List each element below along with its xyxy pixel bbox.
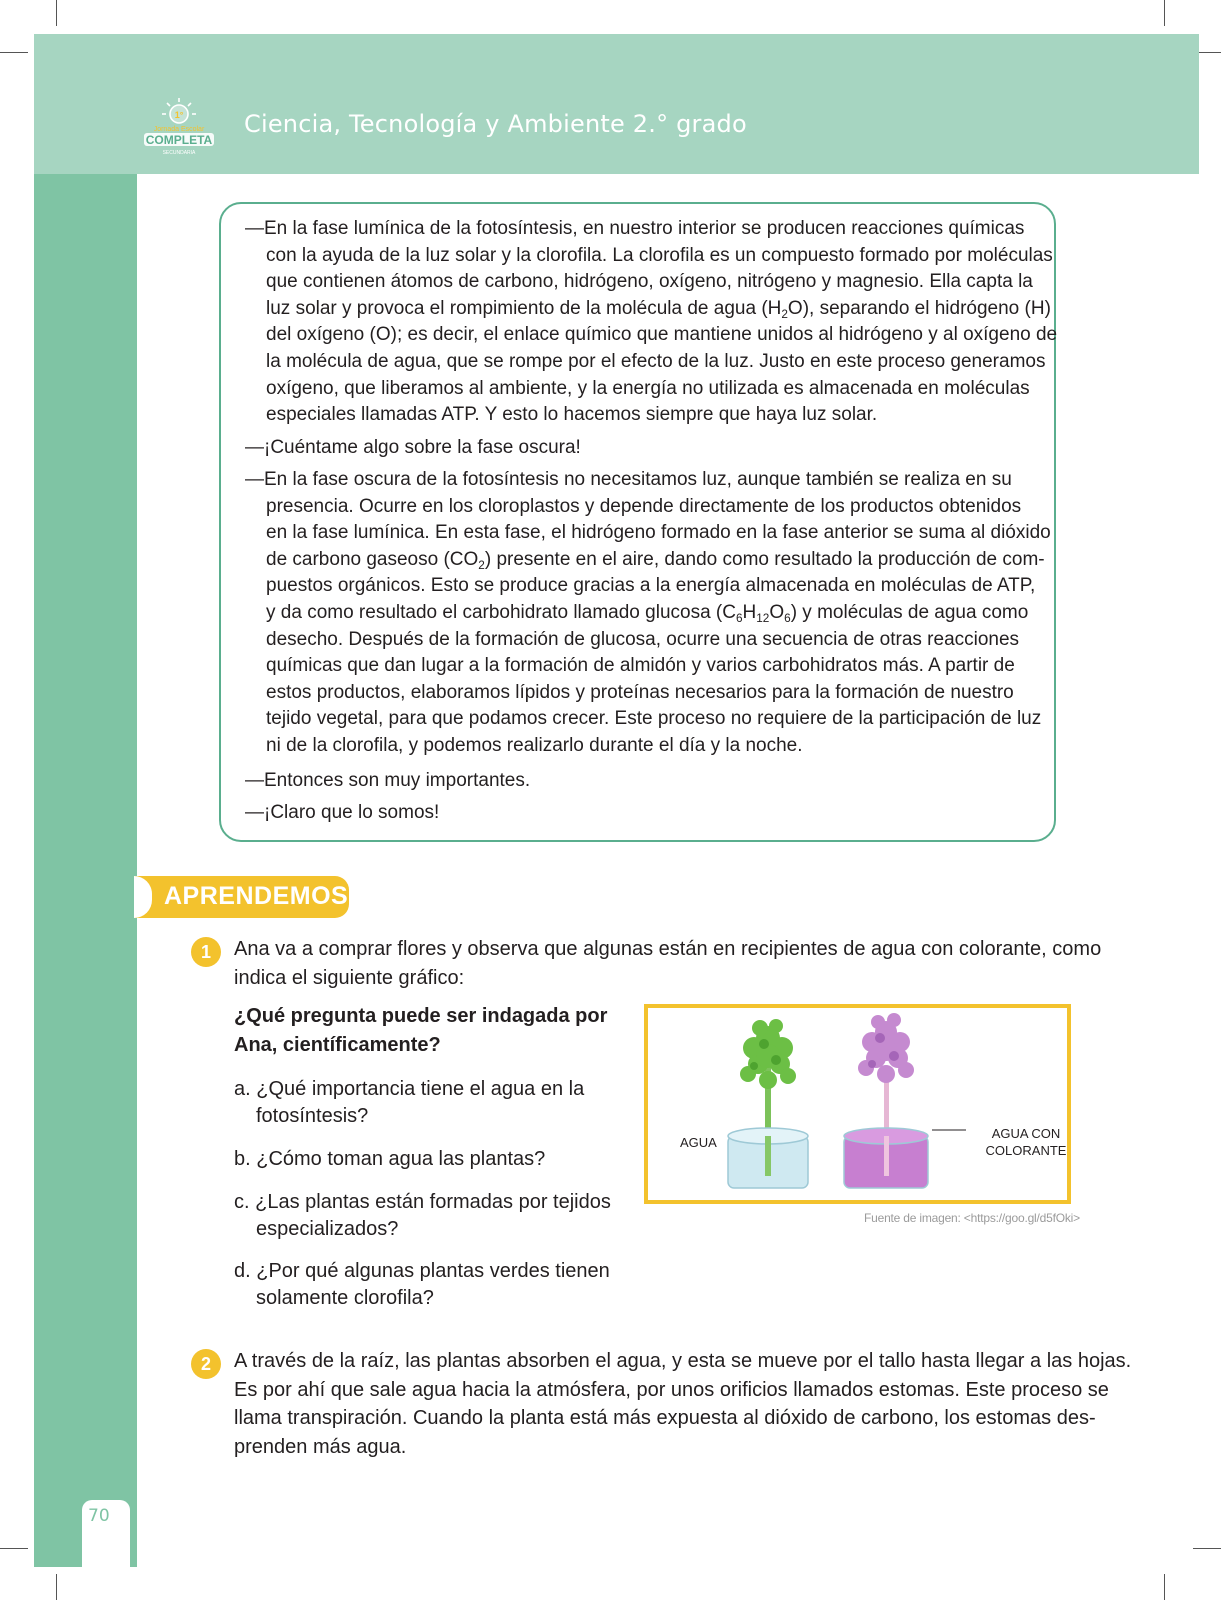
dialogue-paragraph-2: —¡Cuéntame algo sobre la fase oscura! <box>245 437 581 458</box>
glass-water-icon <box>728 1128 808 1188</box>
dialogue-paragraph-1: —En la fase lumínica de la fotosíntesis, en nuestro interior se producen reacciones químicas con la ayuda de la luz solar y la clorofila. La clorofila es un compuesto formado por moléculas que contienen átomos de carbono, hidrógeno, oxígeno, nitrógeno y magnesio. Ella capta la luz solar y provoca el rompimiento de la molécula de agua $(H_2O)$, separando el hidrógeno (H) del oxígeno (O); es decir, el enlace químico que mantiene unidos al hidrógeno y al oxígeno de la molécula de agua, que se rompe por el efecto de la luz. Justo en este proceso generamos oxígeno, que liberamos al ambiente, y la energía no utilizada es almacenada en moléculas especiales llamadas ATP. Y esto lo hacemos siempre que haya luz solar. <box>245 218 1058 426</box>
crop-mark <box>1193 1548 1221 1549</box>
option-b: b. ¿Cómo toman agua las plantas? <box>234 1148 546 1170</box>
crop-mark <box>1164 1574 1165 1600</box>
section-title: APRENDEMOS <box>164 882 349 910</box>
item-1-text: Ana va a comprar flores y observa que algunas están en recipientes de agua con colorante, como indica el siguiente gráfico: <box>234 938 1102 989</box>
logo <box>140 96 218 158</box>
item-2-text: A través de la raíz, las plantas absorben el agua, y esta se mueve por el tallo hasta llegar a las hojas. Es por ahí que sale agua hacia la atmósfera, por unos orificios llamados estomas. Este proceso se llama transpiración. Cuando la planta está más expuesta al dióxido de carbono, los estomas des- prenden más agua. <box>234 1350 1132 1458</box>
figure-frame <box>644 1004 1071 1204</box>
sidebar-band <box>34 174 137 1567</box>
option-c: c. ¿Las plantas están formadas por tejidos especializados? <box>234 1191 611 1240</box>
crop-mark <box>56 0 57 26</box>
crop-mark <box>1164 0 1165 26</box>
item-number-badge: 2 <box>191 1349 221 1379</box>
svg-text:1°: 1° <box>174 110 184 120</box>
image-source: Fuente de imagen: <https://goo.gl/d5fOki> <box>864 1211 1080 1225</box>
dialogue-paragraph-5: —¡Claro que lo somos! <box>245 802 440 823</box>
label-water: AGUA <box>680 1135 717 1150</box>
label-water-dye: AGUA CON COLORANTE <box>985 1126 1067 1158</box>
plants-in-water-illustration <box>648 1008 1067 1200</box>
page-header-title: Ciencia, Tecnología y Ambiente 2.° grado <box>244 110 747 138</box>
svg-text:COMPLETA: COMPLETA <box>145 133 213 147</box>
option-a: a. ¿Qué importancia tiene el agua en la fotosíntesis? <box>234 1078 585 1127</box>
dialogue-paragraph-4: —Entonces son muy importantes. <box>245 770 531 791</box>
glass-dye-icon <box>844 1128 928 1188</box>
sun-logo-icon <box>140 96 218 158</box>
item-number-badge: 1 <box>191 937 221 967</box>
crop-mark <box>0 1548 28 1549</box>
option-d: d. ¿Por qué algunas plantas verdes tienen solamente clorofila? <box>234 1260 610 1309</box>
dialogue-paragraph-3: —En la fase oscura de la fotosíntesis no necesitamos luz, aunque también se realiza en su presencia. Ocurre en los cloroplastos y depende directamente de los productos obtenidos en la fase lumínica. En esta fase, el hidrógeno formado en la fase anterior se suma al dióxido de carbono gaseoso $(CO_2)$ presente en el aire, dando como resultado la producción de com- puestos orgánicos. Esto se produce gracias a la energía almacenada en moléculas de ATP, y da como resultado el carbohidrato llamado glucosa $(C_6H_{12}O_6)$ y moléculas de agua como desecho. Después de la formación de glucosa, ocurre una secuencia de otras reacciones químicas que dan lugar a la formación de almidón y varios carbohidratos más. A partir de estos productos, elaboramos lípidos y proteínas necesarios para la formación de nuestro tejido vegetal, para que podamos crecer. Este proceso no requiere de la participación de luz ni de la clorofila, y podemos realizarlo durante el día y la noche. <box>245 469 1051 756</box>
crop-mark <box>0 52 28 53</box>
item-1-question: ¿Qué pregunta puede ser indagada por Ana, científicamente? <box>234 1005 608 1056</box>
crop-mark <box>56 1574 57 1600</box>
svg-text:SECUNDARIA: SECUNDARIA <box>162 150 196 156</box>
page-number: 70 <box>82 1500 130 1567</box>
svg-text:Jornada Escolar: Jornada Escolar <box>153 126 205 133</box>
